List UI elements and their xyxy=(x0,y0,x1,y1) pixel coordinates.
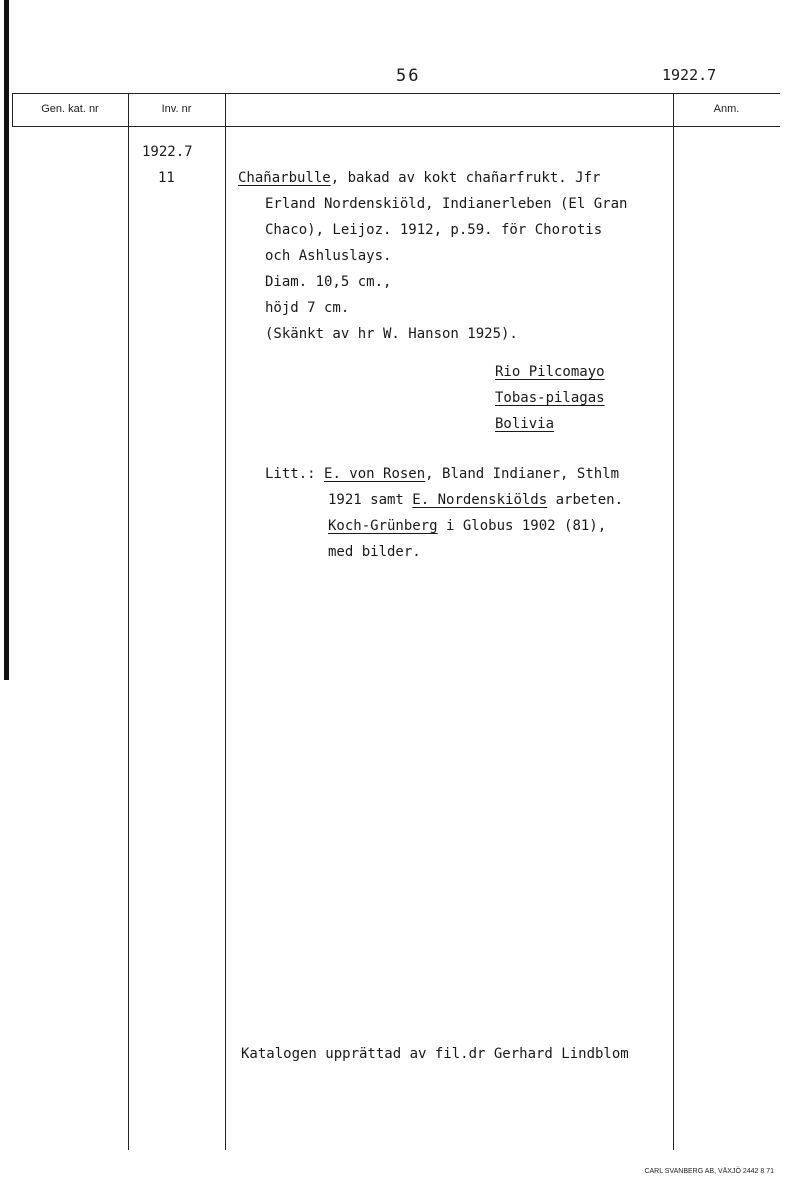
inventory-group: 1922.7 xyxy=(142,144,193,160)
literature-ref-rosen: E. von Rosen xyxy=(324,466,426,482)
page-number: 56 xyxy=(396,66,421,86)
object-name: Chañarbulle xyxy=(238,170,331,186)
entry-line-4: och Ashluslays. xyxy=(265,248,392,264)
literature-globus: i Globus 1902 (81), xyxy=(437,518,607,534)
location-river: Rio Pilcomayo xyxy=(495,364,605,380)
literature-ref-koch: Koch-Grünberg xyxy=(328,518,438,534)
catalog-code: 1922.7 xyxy=(662,66,717,84)
literature-ref-nordenskiold: E. Nordenskiölds xyxy=(412,492,548,508)
location-people: Tobas-pilagas xyxy=(495,390,605,406)
diameter: Diam. 10,5 cm., xyxy=(265,274,392,290)
column-divider-desc xyxy=(225,93,226,1150)
literature-line-1 xyxy=(265,466,619,482)
literature-ref-rosen-title: , Bland Indianer, Sthlm xyxy=(425,466,620,482)
inventory-number: 11 xyxy=(158,170,175,186)
object-desc: , bakad av kokt chañarfrukt. Jfr xyxy=(330,170,601,186)
entry-line-3: Chaco), Leijoz. 1912, p.59. för Chorotis xyxy=(265,222,603,238)
literature-line-3 xyxy=(328,518,606,534)
literature-year: 1921 samt xyxy=(328,492,413,508)
donation-note: (Skänkt av hr W. Hanson 1925). xyxy=(265,326,518,342)
literature-line-4: med bilder. xyxy=(328,544,421,560)
column-header-inv: Inv. nr xyxy=(161,103,192,115)
printer-mark: CARL SVANBERG AB, VÄXJÖ 2442 8 71 xyxy=(644,1168,774,1175)
column-header-gen-kat: Gen. kat. nr xyxy=(41,103,99,115)
column-header-anm: Anm. xyxy=(713,103,740,115)
location-country: Bolivia xyxy=(495,416,555,432)
literature-label: Litt.: xyxy=(265,466,316,482)
column-divider-inv xyxy=(128,93,129,1150)
literature-works: arbeten. xyxy=(547,492,624,508)
entry-line-2: Erland Nordenskiöld, Indianerleben (El Gran xyxy=(265,196,628,212)
literature-line-2 xyxy=(328,492,623,508)
height: höjd 7 cm. xyxy=(265,300,350,316)
entry-line-1 xyxy=(238,170,600,186)
column-divider-anm xyxy=(673,93,674,1150)
cataloguer-note: Katalogen upprättad av fil.dr Gerhard Lindblom xyxy=(241,1046,629,1062)
binding-edge xyxy=(4,0,9,680)
